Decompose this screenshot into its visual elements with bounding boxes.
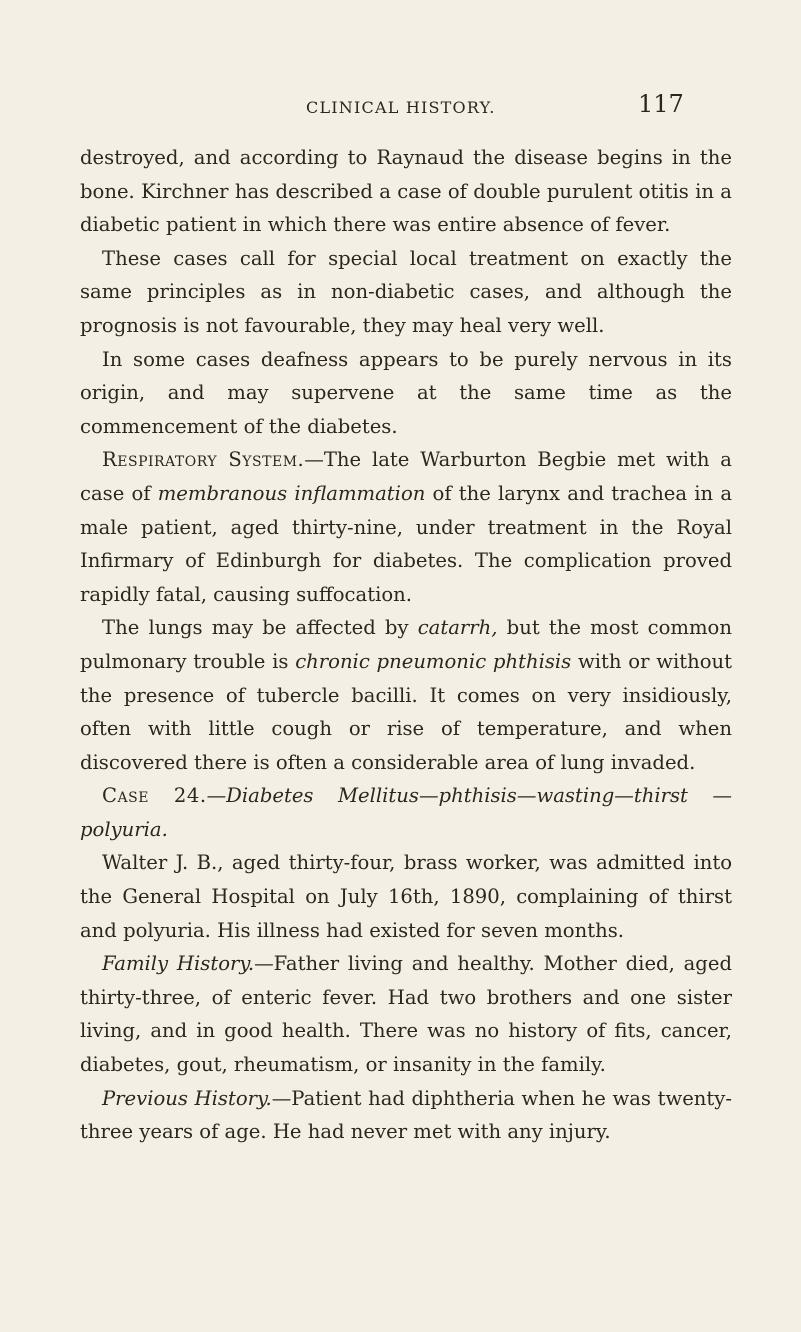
paragraph-lungs — [80, 611, 732, 779]
page-number: 117 — [638, 90, 684, 118]
paragraph-text: Walter J. B., aged thirty-four, brass worker, was admitted into the General Hospital on July 16th, 1890, complaining of thirst and polyuria. His illness had existed for seven months. — [80, 851, 732, 942]
paragraph-text: —Patient had diphtheria when he was twenty-three years of age. He had never met with any injury. — [80, 1086, 732, 1144]
paragraph-previous-history — [80, 1082, 732, 1149]
paragraph-deafness — [80, 343, 732, 444]
paragraph-text: of the larynx and trachea in a male patient, aged thirty-nine, under treatment in the Royal Infirmary of Edinburgh for diabetes. The complication proved rapidly fatal, causing suffocation. — [80, 481, 733, 606]
section-heading: Respiratory System. — [102, 448, 305, 472]
case-heading — [80, 779, 732, 846]
paragraph-text: —The late Warburton Begbie met with a case of — [80, 448, 732, 505]
case-label: Case 24. — [102, 784, 207, 808]
paragraph-otitis — [80, 141, 732, 242]
paragraph-text: with or without the presence of tubercle bacilli. It comes on very insidiously, often with little cough or rise of temperature, and when discovered there is often a considerable area of lung invaded. — [80, 649, 733, 774]
paragraph-text: The lungs may be affected by — [102, 616, 418, 640]
paragraph-text: In some cases deafness appears to be purely nervous in its origin, and may supervene at the same time as the commencement of the diabetes. — [80, 347, 732, 438]
paragraph-local-treatment — [80, 242, 732, 343]
paragraph-text: These cases call for special local treatment on exactly the same principles as in non-diabetic cases, and although the prognosis is not favourable, they may heal very well. — [80, 246, 732, 337]
paragraph-family-history — [80, 947, 732, 1081]
paragraph-text: but the most common pulmonary trouble is — [80, 616, 732, 673]
body-text — [80, 141, 732, 1149]
running-head: CLINICAL HISTORY. — [306, 98, 496, 117]
page-header — [0, 90, 801, 126]
subsection-label: Family History. — [102, 952, 255, 976]
italic-term: catarrh, — [417, 616, 498, 640]
paragraph-text: —Father living and healthy. Mother died, aged thirty-three, of enteric fever. Had two brothers and one sister living, and in good health. There was no history of fits, cancer, diabetes, gout, rheumatism, or insanity in the family. — [80, 952, 732, 1077]
italic-term: membranous inflammation — [157, 481, 426, 505]
case-title: —Diabetes Mellitus—phthisis—wasting—thirst —polyuria. — [80, 784, 732, 841]
paragraph-respiratory-system — [80, 443, 732, 611]
paragraph-patient-admission — [80, 846, 732, 947]
subsection-label: Previous History. — [102, 1086, 272, 1110]
paragraph-text: destroyed, and according to Raynaud the disease begins in the bone. Kirchner has described a case of double purulent otitis in a diabetic patient in which there was entire absence of fever. — [80, 146, 732, 237]
italic-term: chronic pneumonic phthisis — [295, 649, 572, 673]
